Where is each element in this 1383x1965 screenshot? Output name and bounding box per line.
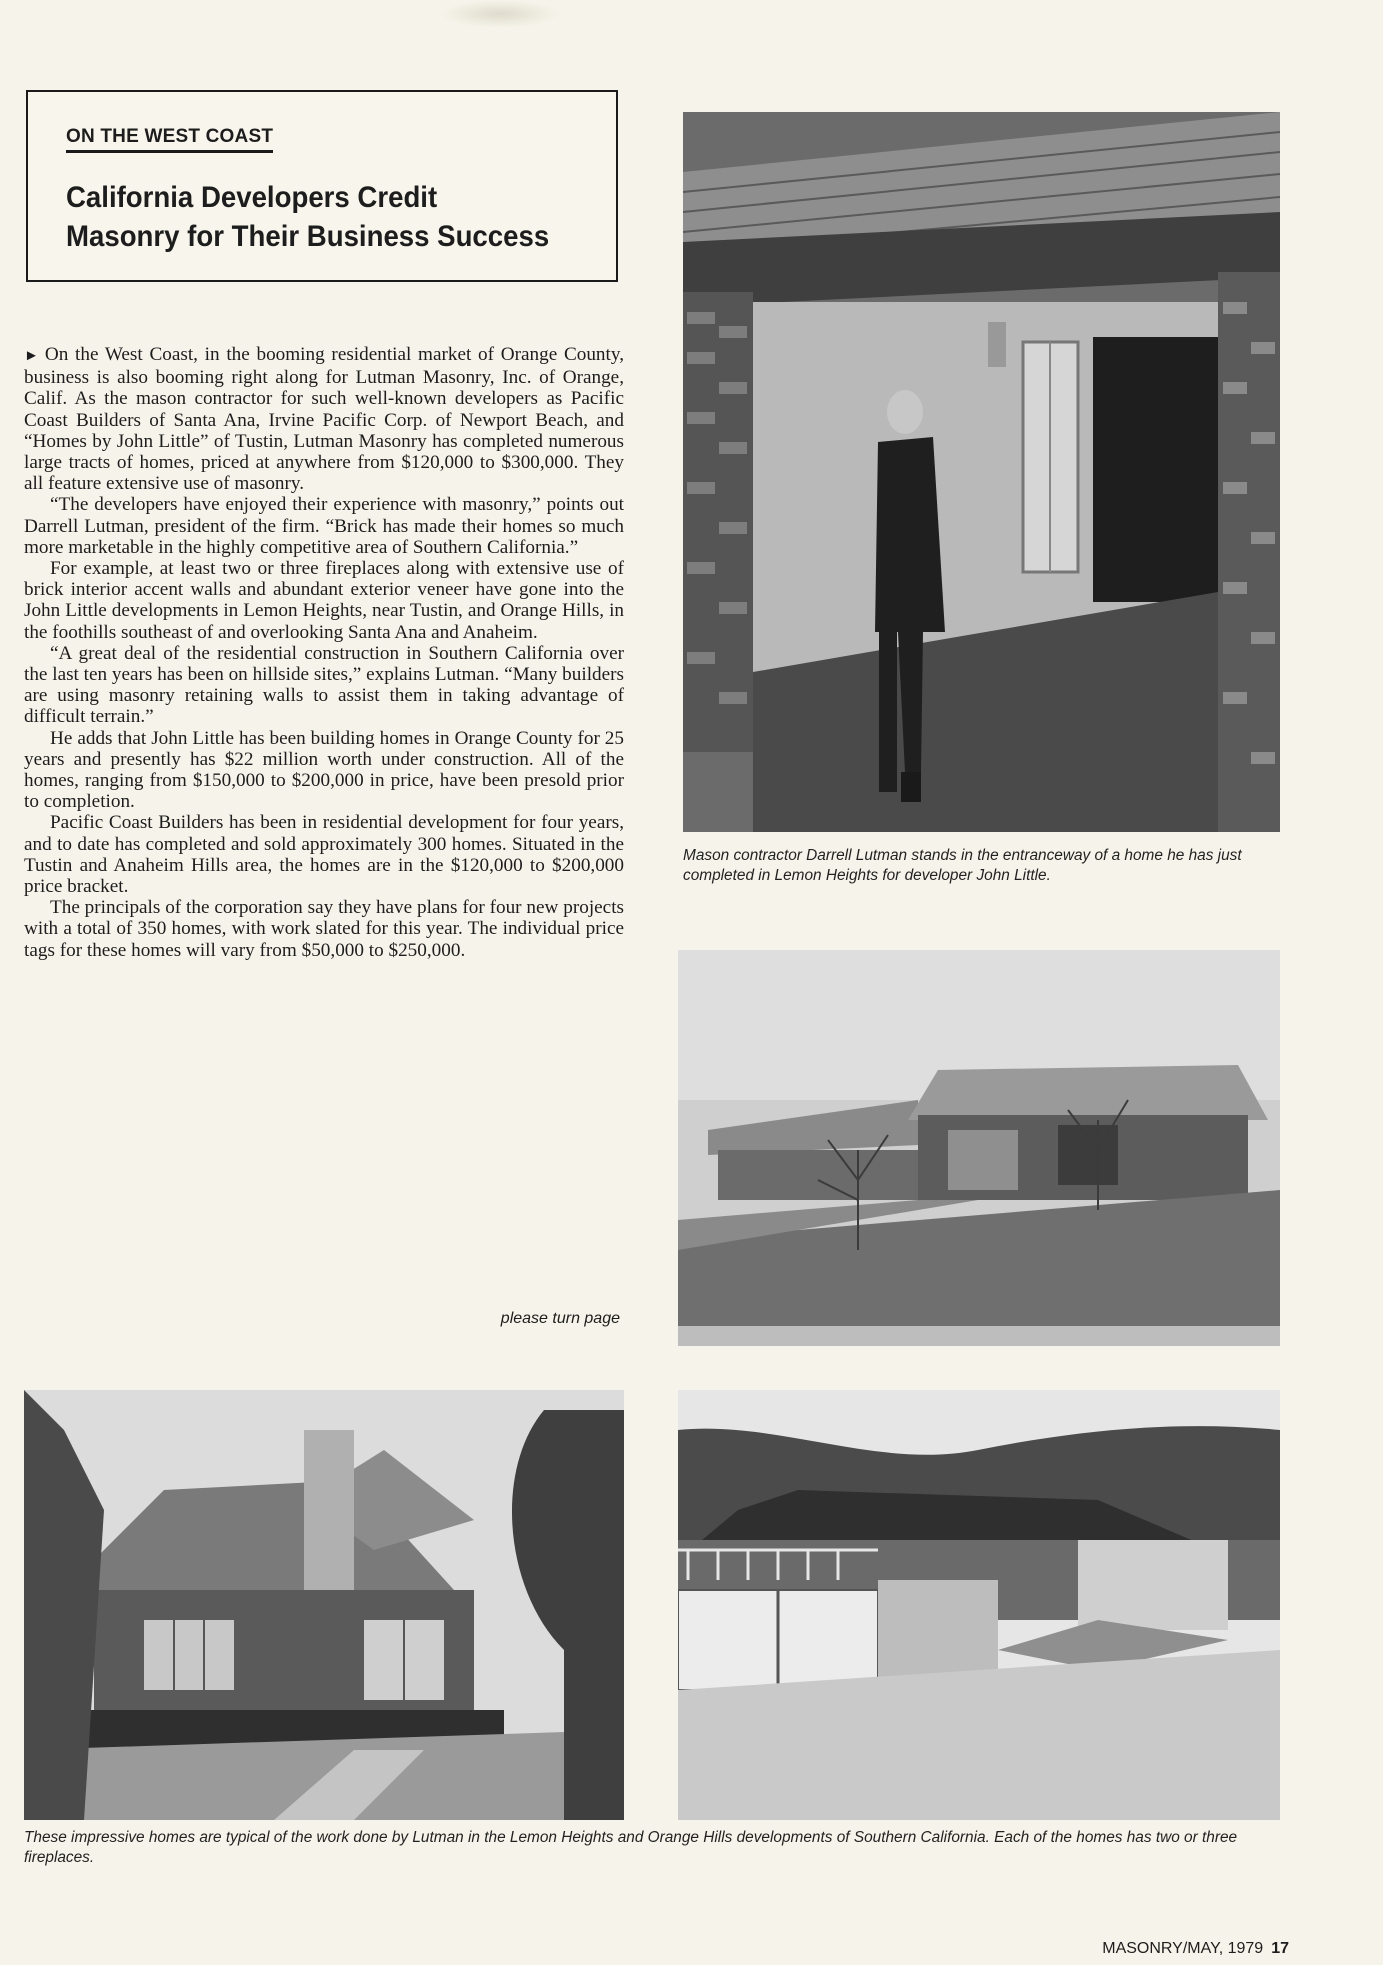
section-kicker: ON THE WEST COAST	[66, 126, 273, 153]
page-number: 17	[1271, 1940, 1289, 1957]
headline-box	[26, 90, 618, 282]
article-headline	[66, 178, 563, 256]
paragraph-4: “A great deal of the residential construction in Southern California over the last ten years has been on hillside sites,” explains Lutman. “Many builders are using masonry retaining walls to assist them in taking advantage of difficult terrain.”	[24, 642, 624, 728]
photo-hillside-house	[678, 1390, 1280, 1820]
caption-bottom-photos: These impressive homes are typical of the work done by Lutman in the Lemon Heights and Orange Hills developments of Southern California. Each of the homes has two or three fireplaces.	[24, 1829, 1238, 1866]
paragraph-5: He adds that John Little has been building homes in Orange County for 25 years and presently has $22 million worth under construction. All of the homes, ranging from $150,000 to $200,000 in price, have been presold prior to completion.	[24, 727, 624, 813]
continued-note: please turn page	[500, 1310, 620, 1327]
photo-lutman-entranceway	[683, 112, 1280, 832]
article-body	[24, 344, 624, 961]
paragraph-2: “The developers have enjoyed their experience with masonry,” points out Darrell Lutman, president of the firm. “Brick has made their homes so much more marketable in the highly competitive area of Southern California.”	[24, 494, 624, 558]
publication-date: MASONRY/MAY, 1979	[1102, 1940, 1264, 1957]
page-footer	[1102, 1940, 1289, 1958]
paragraph-3: For example, at least two or three fireplaces along with extensive use of brick interior accent walls and abundant exterior veneer have gone into the John Little developments in Lemon Heights, near Tustin, and Orange Hills, in the foothills southeast of and overlooking Santa Ana and Anaheim.	[24, 558, 624, 643]
caption-top-photo: Mason contractor Darrell Lutman stands in the entranceway of a home he has just completed in Lemon Heights for developer John Little.	[683, 847, 1242, 884]
headline-line-2: Masonry for Their Business Success	[66, 220, 550, 253]
photo-two-story-house	[24, 1390, 624, 1820]
paragraph-1	[24, 344, 624, 494]
lead-arrow-icon: ►	[24, 348, 39, 364]
headline-line-1: California Developers Credit	[66, 181, 438, 214]
paragraph-7: The principals of the corporation say they have plans for four new projects with a total of 350 homes, with work slated for this year. The individual price tags for these homes will vary from $50,000 to $250,000.	[24, 897, 624, 961]
print-smudge	[440, 0, 560, 28]
paragraph-6: Pacific Coast Builders has been in residential development for four years, and to date has completed and sold approximately 300 homes. Situated in the Tustin and Anaheim Hills area, the homes are in the $120,000 to $200,000 price bracket.	[24, 812, 624, 898]
paragraph-text: On the West Coast, in the booming residential market of Orange County, business is also booming right along for Lutman Masonry, Inc. of Orange, Calif. As the mason contractor for such well-known developers as Pacific Coast Builders of Santa Ana, Irvine Pacific Corp. of Newport Beach, and “Homes by John Little” of Tustin, Lutman Masonry has completed numerous large tracts of homes, priced at anywhere from $120,000 to $300,000. They all feature extensive use of masonry.	[24, 344, 624, 495]
photo-ranch-house	[678, 950, 1280, 1346]
